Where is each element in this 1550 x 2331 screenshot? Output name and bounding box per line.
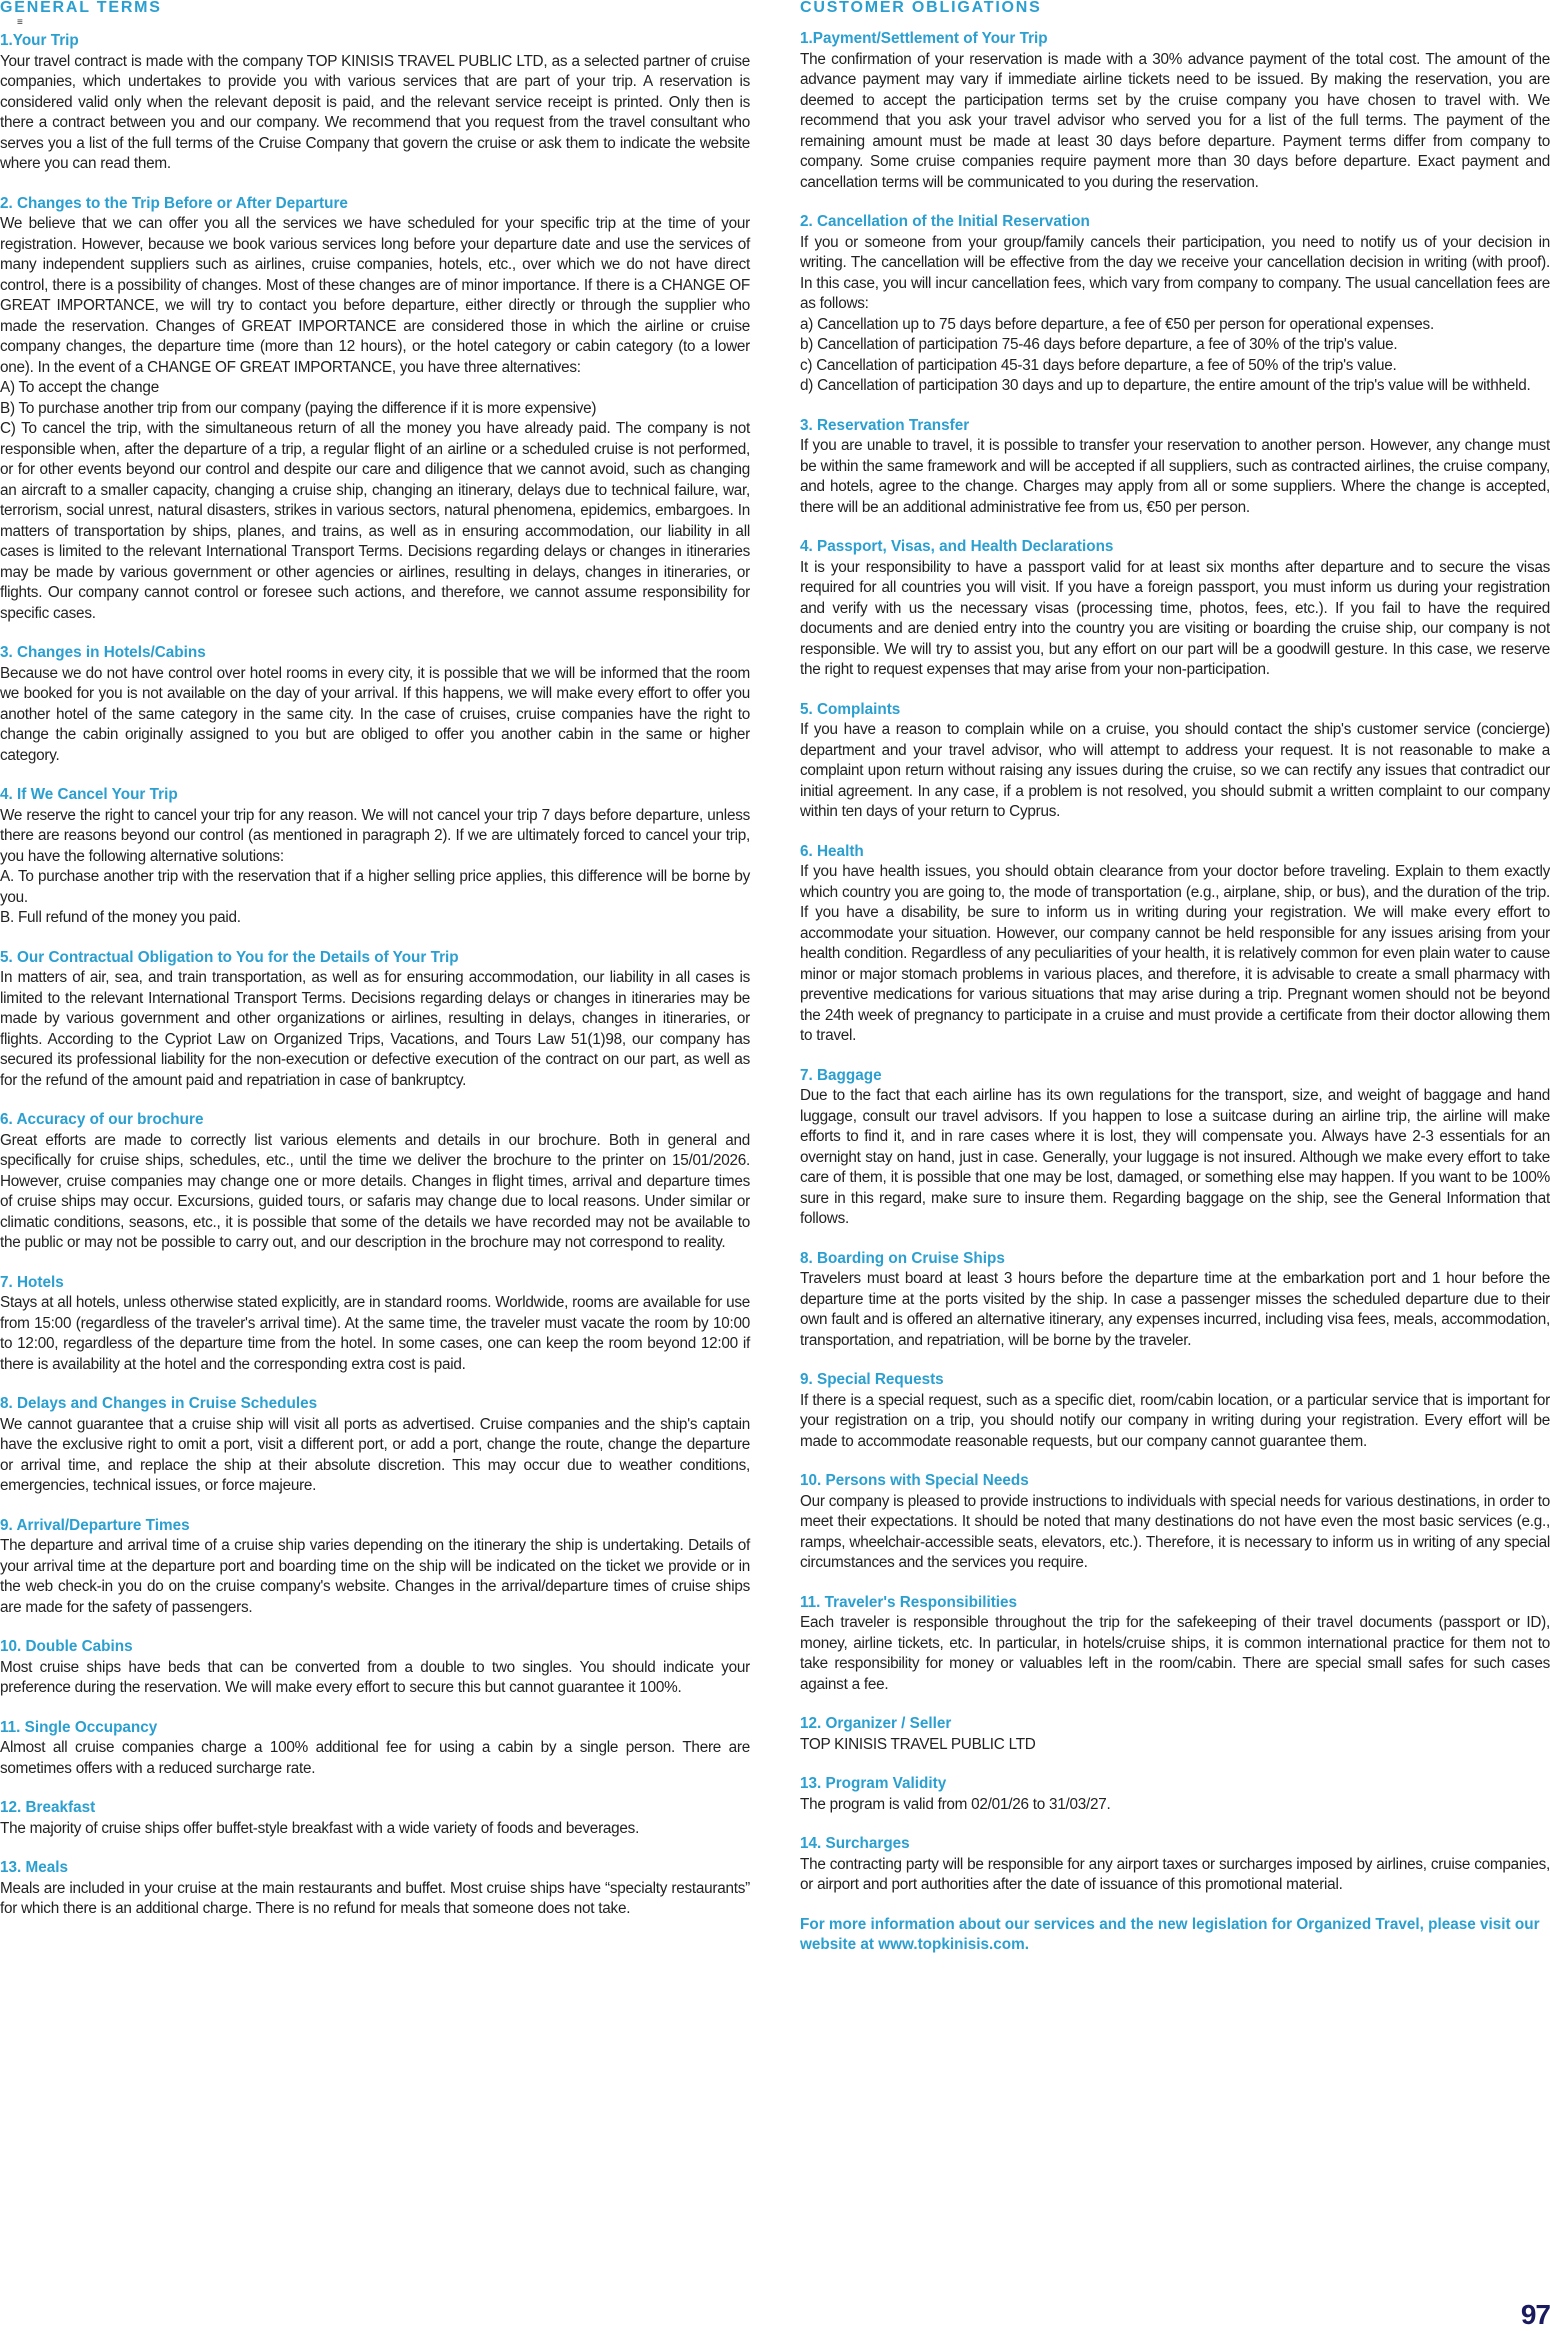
section-title: 14. Surcharges [800,1835,910,1852]
term-section [0,31,750,175]
section-body [800,1492,1550,1574]
section-paragraph: If you have health issues, you should obtain clearance from your doctor before traveling. Explain to them exactly which country you are going to, the mode of transportation (e.g., airplane, ship, or bus), and the duration of the trip. If you have a disability, be sure to inform us in writing during your registration. We will make every effort to accommodate your situation. However, our company cannot be held responsible for any issues arising from your health condition. Regardless of any peculiarities of your health, it is relatively common for even plain water to cause minor or major stomach problems in various places, and therefore, it is advisable to create a small pharmacy with preventive medications for various situations that may arise during a trip. Pregnant women should not be beyond the 24th week of pregnancy to participate in a cruise and must provide a certificate from their doctor allowing them to travel. [800,863,1550,1044]
section-paragraph: We reserve the right to cancel your trip for any reason. We will not cancel your trip 7 days before departure, unless there are reasons beyond our control (as mentioned in paragraph 2). If we are ultimately forced to cancel your trip, you have the following alternative solutions: [0,806,750,865]
section-body [800,720,1550,823]
section-body [800,1269,1550,1351]
general-terms-sections [0,31,750,1920]
section-title: 6. Health [800,842,864,860]
menu-marker-icon: ≡ [17,17,23,28]
section-body [0,1738,750,1779]
term-section [800,842,1550,1047]
section-title: 5. Complaints [800,700,901,718]
section-body [0,1415,750,1497]
section-paragraph: Almost all cruise companies charge a 100% additional fee for using a cabin by a single person. There are sometimes offers with a reduced surcharge rate. [0,1739,750,1777]
section-paragraph: c) Cancellation of participation 45-31 days before departure, a fee of 50% of the trip's value. [800,356,1397,374]
term-section [0,1637,750,1699]
section-body [0,806,750,929]
term-section [800,212,1550,397]
term-section [800,1249,1550,1352]
section-body [0,1536,750,1618]
term-section [800,1593,1550,1696]
section-body [800,1086,1550,1230]
section-paragraph: Stays at all hotels, unless otherwise stated explicitly, are in standard rooms. Worldwide, rooms are available for use from 15:00 (regardless of the traveler's arrival time). At the same time, the traveler must vacate the room by 10:00 to 12:00, regardless of the departure time from the hotel. In some cases, one can keep the room beyond 12:00 if there is availability at the hotel and the corresponding extra cost is paid. [0,1294,750,1373]
term-section [800,1834,1550,1896]
section-body [800,1855,1550,1896]
term-section [0,785,750,929]
section-body [0,1879,750,1920]
term-section [0,1798,750,1839]
term-section [0,1273,750,1376]
term-section [800,1714,1550,1755]
section-paragraph: B. Full refund of the money you paid. [0,909,241,926]
section-title: 8. Boarding on Cruise Ships [800,1249,1005,1267]
section-title: 12. Organizer / Seller [800,1715,952,1732]
section-body [0,1819,750,1840]
section-paragraph: b) Cancellation of participation 75-46 days before departure, a fee of 30% of the trip's value. [800,336,1398,353]
section-paragraph: TOP KINISIS TRAVEL PUBLIC LTD [800,1735,1036,1753]
section-paragraph: Each traveler is responsible throughout the trip for the safekeeping of their travel documents (passport or ID), money, airline tickets, etc. In particular, in hotels/cruise ships, it is common international practice for them not to take responsibility for money or valuables left in the room/cabin. There are special small safes for such cases against a fee. [800,1614,1550,1693]
section-body [800,1735,1550,1756]
section-body [800,50,1550,194]
section-body [800,1391,1550,1453]
section-paragraph: If you or someone from your group/family cancels their participation, you need to notify us of your decision in writing. The cancellation will be effective from the day we receive your cancellation decision in writing (with proof). In this case, you will incur cancellation fees, which vary from company to company. The usual cancellation fees are as follows: [800,233,1550,312]
section-title: 2. Changes to the Trip Before or After Departure [0,194,348,212]
section-title: 9. Arrival/Departure Times [0,1516,190,1534]
section-title: 5. Our Contractual Obligation to You for the Details of Your Trip [0,948,459,966]
section-paragraph: Because we do not have control over hotel rooms in every city, it is possible that we will be informed that the room we booked for you is not available on the day of your arrival. If this happens, we will make every effort to offer you another hotel of the same category in the same city. In the case of cruises, cruise companies have the right to change the cabin originally assigned to you but are obliged to offer you another cabin in the same or higher category. [0,664,750,764]
section-title: 13. Program Validity [800,1775,947,1792]
section-paragraph: Most cruise ships have beds that can be converted from a double to two singles. You should indicate your preference during the reservation. We will make every effort to secure this but cannot guarantee it 100%. [0,1658,750,1696]
section-title: 11. Single Occupancy [0,1718,158,1736]
section-paragraph: The contracting party will be responsible for any airport taxes or surcharges imposed by airlines, cruise companies, or airport and port authorities after the date of issuance of this promotional material. [800,1855,1550,1893]
section-body [0,1131,750,1254]
section-body [800,862,1550,1047]
section-title: 7. Hotels [0,1273,64,1291]
customer-obligations-sections [800,29,1550,1896]
section-body [0,664,750,767]
term-section [800,700,1550,823]
section-paragraph: Your travel contract is made with the company TOP KINISIS TRAVEL PUBLIC LTD, as a selected partner of cruise companies, which undertakes to provide you with various services that are part of your trip. A reservation is considered valid only when the relevant deposit is paid, and the relevant service receipt is printed. Only then is there a contract between you and our company. We recommend that you request from the travel consultant who serves you a list of the full terms of the Cruise Company that govern the cruise or ask them to indicate the website where you can read them. [0,52,750,172]
section-title: 4. If We Cancel Your Trip [0,786,178,803]
customer-obligations-column [800,0,1550,1956]
section-body [0,214,750,624]
section-title: 3. Changes in Hotels/Cabins [0,644,206,661]
term-section [800,537,1550,681]
general-terms-column [0,0,750,1939]
section-paragraph: A. To purchase another trip with the reservation that if a higher selling price applies, this difference will be borne by you. [0,868,750,906]
section-paragraph: d) Cancellation of participation 30 days and up to departure, the entire amount of the trip's value will be withheld. [800,377,1531,394]
section-title: 10. Double Cabins [0,1638,133,1655]
section-paragraph: It is your responsibility to have a passport valid for at least six months after departure and to secure the visas required for all countries you will visit. If you have a foreign passport, you must inform us during your registration and verify with us the necessary visas (processing time, photos, fees, etc.). If you fail to have the required documents and are denied entry into the country you are visiting or boarding the cruise ship, our company is not responsible. We will try to assist you, but any effort on our part will be a goodwill gesture. In this case, we reserve the right to request expenses that may arise from your non-participation. [800,558,1550,678]
term-section [800,29,1550,193]
term-section [800,1471,1550,1574]
term-section [800,1370,1550,1452]
section-title: 13. Meals [0,1859,69,1876]
section-title: 2. Cancellation of the Initial Reservation [800,213,1090,230]
section-paragraph: Our company is pleased to provide instructions to individuals with special needs for various destinations, in order to meet their expectations. It should be noted that many destinations do not have even the most basic services (e.g., ramps, wheelchair-accessible seats, elevators, etc.). Therefore, it is necessary to inform us in writing of any special circumstances and the services you require. [800,1492,1550,1571]
term-section [800,1774,1550,1815]
section-title: 4. Passport, Visas, and Health Declarations [800,538,1114,555]
term-section [0,948,750,1092]
page-number: 97 [1520,2299,1550,2330]
section-paragraph: If you are unable to travel, it is possible to transfer your reservation to another person. However, any change must be within the same framework and will be accepted if all suppliers, such as contracted airlines, the cruise company, and hotels, agree to the change. Charges may apply from all or some suppliers. Where the change is accepted, there will be an additional administrative fee from us, €50 per person. [800,437,1550,516]
closing-note: For more information about our services and the new legislation for Organized Travel, please visit our website at www.topkinisis.com. [800,1915,1540,1953]
section-paragraph: If you have a reason to complain while on a cruise, you should contact the ship's customer service (concierge) department and your travel advisor, who will attempt to address your request. It is not reasonable to make a complaint upon return without raising any issues during the cruise, so we can rectify any issues that contradict our initial agreement. In any case, if a problem is not resolved, you should submit a written complaint to our company within ten days of your return to Cyprus. [800,721,1550,820]
section-body [800,436,1550,518]
customer-obligations-heading: CUSTOMER OBLIGATIONS [800,0,1042,16]
section-body [800,1613,1550,1695]
section-paragraph: The majority of cruise ships offer buffet-style breakfast with a wide variety of foods and beverages. [0,1819,640,1837]
term-section [0,1858,750,1920]
section-paragraph: a) Cancellation up to 75 days before departure, a fee of €50 per person for operational expenses. [800,315,1434,333]
section-paragraph: Meals are included in your cruise at the main restaurants and buffet. Most cruise ships have “specialty restaurants” for which there is an additional charge. There is no refund for meals that someone does not take. [0,1879,750,1917]
section-body [800,233,1550,397]
section-title: 3. Reservation Transfer [800,416,970,434]
section-paragraph: The confirmation of your reservation is made with a 30% advance payment of the total cost. The amount of the advance payment may vary if immediate airline tickets need to be issued. By making the reservation, you are deemed to accept the participation terms set by the cruise company you have chosen to travel with. We recommend that you ask your travel advisor who served you for a list of the full terms. The payment of the remaining amount must be made at least 30 days before departure. Payment terms differ from company to company. Some cruise companies require payment more than 30 days before departure. Exact payment and cancellation terms will be communicated to you during the reservation. [800,50,1550,191]
section-paragraph: We cannot guarantee that a cruise ship will visit all ports as advertised. Cruise companies and the ship's captain have the exclusive right to omit a port, visit a different port, or add a port, change the route, change the departure or arrival time, and replace the ship at their absolute discretion. This may occur due to weather conditions, emergencies, technical issues, or force majeure. [0,1415,750,1494]
section-paragraph: C) To cancel the trip, with the simultaneous return of all the money you have already paid. The company is not responsible when, after the departure of a trip, a regular flight of an airline or a scheduled cruise is not performed, or for other events beyond our control and despite our care and diligence that we cannot avoid, such as changing an aircraft to a smaller capacity, changing a cruise ship, changing an itinerary, delays due to technical failure, war, terrorism, social unrest, natural disasters, strikes in various sectors, natural phenomena, epidemics, embargoes. In matters of transportation by ships, planes, and trains, as well as in ensuring accommodation, our liability in all cases is limited to the relevant International Transport Terms. Decisions regarding delays or changes in itineraries may be made by various government or other agencies or airlines, resulting in delays, changes in itineraries, or flights. Our company cannot control or foresee such actions, and therefore, we cannot assume responsibility for specific cases. [0,420,750,622]
section-body [0,52,750,175]
section-paragraph: A) To accept the change [0,379,159,396]
section-title: 8. Delays and Changes in Cruise Schedules [0,1395,318,1412]
section-paragraph: In matters of air, sea, and train transportation, as well as for ensuring accommodation, our liability in all cases is limited to the relevant International Transport Terms. Decisions regarding delays or changes in itineraries may be made by various government and other organizations or airlines, resulting in delays, changes in itineraries, or flights. According to the Cypriot Law on Organized Trips, Vacations, and Tours Law 51(1)98, our company has secured its professional liability for the non-execution or defective execution of the contract on our part, as well as for the refund of the amount paid and repatriation in case of bankruptcy. [0,969,750,1089]
section-body [0,1293,750,1375]
term-section [0,1516,750,1619]
section-paragraph: The departure and arrival time of a cruise ship varies depending on the itinerary the ship is undertaking. Details of your arrival time at the departure port and boarding time on the ship will be indicated on the ticket we provide or in the web check-in you do on the cruise company's website. Changes in the arrival/departure times of cruise ships are made for the safety of passengers. [0,1537,750,1616]
section-paragraph: Travelers must board at least 3 hours before the departure time at the embarkation port and 1 hour before the departure time at the ports visited by the ship. In case a passenger misses the scheduled departure due to their own fault and is offered an alternative itinerary, any expenses incurred, including visa fees, meals, accommodation, transportation, and repatriation, will be borne by the traveler. [800,1270,1550,1349]
term-section [800,1066,1550,1230]
section-title: 10. Persons with Special Needs [800,1472,1029,1489]
section-title: 12. Breakfast [0,1799,96,1816]
term-section [0,1394,750,1497]
term-section [0,1718,750,1780]
section-paragraph: If there is a special request, such as a specific diet, room/cabin location, or a particular service that is important for your registration on a trip, you should notify our company in writing during your registration. Every effort will be made to accommodate reasonable requests, but our company cannot guarantee them. [800,1391,1550,1450]
section-title: 6. Accuracy of our brochure [0,1111,204,1128]
term-section [0,643,750,766]
section-paragraph: We believe that we can offer you all the services we have scheduled for your specific trip at the time of your registration. However, because we book various services long before your departure date and use the services of many independent suppliers such as airlines, cruise companies, hotels, etc., over which we do not have direct control, there is a possibility of changes. Most of these changes are of minor importance. If there is a CHANGE OF GREAT IMPORTANCE, we will try to contact you before departure, either directly or through the supplier who made the reservation. Changes of GREAT IMPORTANCE are considered those in which the airline or cruise company changes, the departure time (more than 12 hours), or the hotel category or cabin category (to a lower one). In the event of a CHANGE OF GREAT IMPORTANCE, you have three alternatives: [0,215,750,376]
section-title: 7. Baggage [800,1066,882,1084]
term-section [0,194,750,625]
section-paragraph: The program is valid from 02/01/26 to 31/03/27. [800,1795,1111,1813]
term-section [0,1110,750,1254]
section-body [800,558,1550,681]
section-title: 9. Special Requests [800,1371,944,1388]
section-paragraph: B) To purchase another trip from our company (paying the difference if it is more expensive) [0,399,597,417]
section-paragraph: Great efforts are made to correctly list various elements and details in our brochure. Both in general and specifically for cruise ships, schedules, etc., until the time we deliver the brochure to the printer on 15/01/2026. However, cruise companies may change one or more details. Changes in flight times, arrival and departure times of cruise ships may occur. Excursions, guided tours, or safaris may change due to local reasons. Under similar or climatic conditions, seasons, etc., it is possible that some of the details we have recorded may not be available to the public or may not be possible to carry out, and our description in the brochure may not correspond to reality. [0,1131,750,1251]
section-title: 1.Payment/Settlement of Your Trip [800,30,1048,47]
section-body [0,968,750,1091]
section-body [800,1795,1550,1816]
term-section [800,416,1550,519]
section-paragraph: Due to the fact that each airline has its own regulations for the transport, size, and weight of baggage and hand luggage, consult our travel advisors. If you happen to lose a suitcase during an airline trip, the airline will make efforts to find it, and in rare cases where it is lost, they will compensate you. Always have 2-3 essentials for an overnight stay on hand, just in case. Generally, your luggage is not insured. Although we make every effort to take care of them, it is possible that one may be lost, damaged, or something else may happen. If you want to be 100% sure in this regard, make sure to insure them. Regarding baggage on the ship, see the General Information that follows. [800,1087,1550,1227]
general-terms-heading: GENERAL TERMS [0,0,162,16]
section-body [0,1658,750,1699]
section-title: 11. Traveler's Responsibilities [800,1593,1018,1611]
section-title: 1.Your Trip [0,32,79,49]
